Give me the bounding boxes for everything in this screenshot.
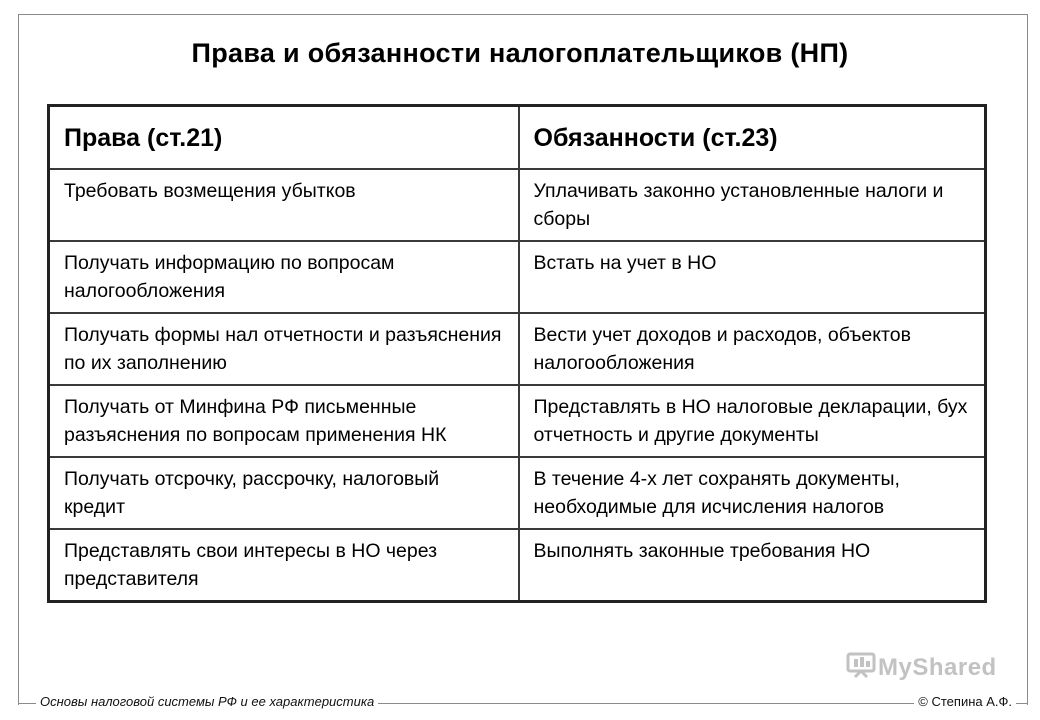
footer-author: © Степина А.Ф.: [914, 694, 1016, 709]
header-duties: Обязанности (ст.23): [519, 106, 986, 170]
rights-cell: Представлять свои интересы в НО через представителя: [49, 529, 519, 602]
rights-cell: Получать от Минфина РФ письменные разъяснения по вопросам применения НК: [49, 385, 519, 457]
rights-duties-table: [47, 104, 987, 603]
table-header-row: [49, 106, 986, 170]
header-rights: Права (ст.21): [49, 106, 519, 170]
duties-cell: В течение 4-х лет сохранять документы, необходимые для исчисления налогов: [519, 457, 986, 529]
duties-cell: Встать на учет в НО: [519, 241, 986, 313]
rights-cell: Получать формы нал отчетности и разъяснения по их заполнению: [49, 313, 519, 385]
watermark-text: MyShared: [878, 653, 997, 681]
duties-cell: Представлять в НО налоговые декларации, бух отчетность и другие документы: [519, 385, 986, 457]
footer-course-title: Основы налоговой системы РФ и ее характеристика: [36, 694, 378, 709]
rights-cell: Получать информацию по вопросам налогообложения: [49, 241, 519, 313]
table-row: [49, 385, 986, 457]
table-row: [49, 241, 986, 313]
duties-cell: Уплачивать законно установленные налоги и сборы: [519, 169, 986, 241]
presentation-screen-icon: [846, 652, 876, 685]
slide-title: Права и обязанности налогоплательщиков (НП): [191, 38, 849, 68]
rights-cell: Требовать возмещения убытков: [49, 169, 519, 241]
table-row: [49, 529, 986, 602]
watermark: [846, 652, 997, 685]
duties-cell: Выполнять законные требования НО: [519, 529, 986, 602]
table-row: [49, 457, 986, 529]
table-row: [49, 169, 986, 241]
duties-cell: Вести учет доходов и расходов, объектов налогообложения: [519, 313, 986, 385]
table-row: [49, 313, 986, 385]
rights-cell: Получать отсрочку, рассрочку, налоговый кредит: [49, 457, 519, 529]
